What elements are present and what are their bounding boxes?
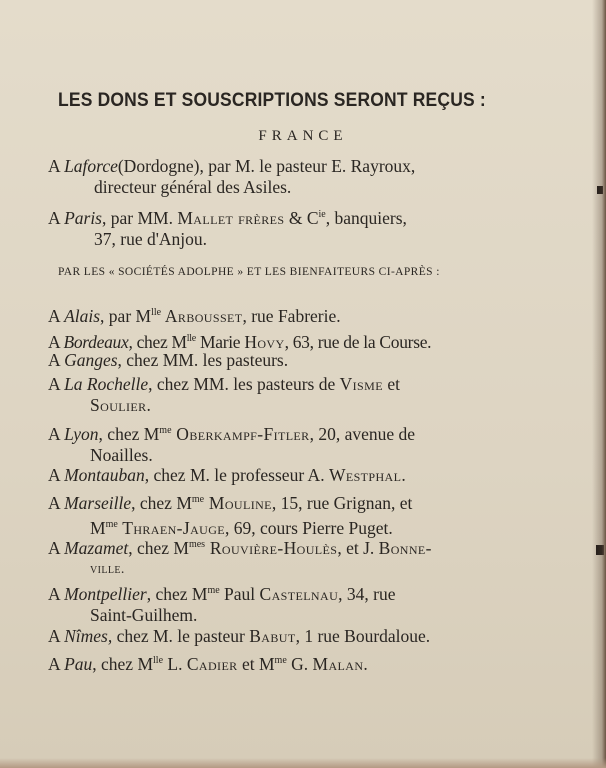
entry-continuation: Noailles. xyxy=(90,444,153,465)
entry-text: . xyxy=(401,465,406,485)
entry-text: , 63, rue de la Course. xyxy=(284,331,432,352)
entry-text: , chez M. le professeur A. xyxy=(144,465,329,485)
person-name: Bonne- xyxy=(378,537,432,558)
entry-text: , 20, avenue de xyxy=(309,423,416,444)
entry-text: , chez M xyxy=(146,583,208,604)
person-name: Babut xyxy=(249,626,296,646)
person-name: Thraen-Jauge xyxy=(117,517,226,538)
country-heading: FRANCE xyxy=(258,128,348,144)
superscript: lle xyxy=(186,333,196,344)
entry-text: , 34, rue xyxy=(338,583,396,604)
city-name: Montauban xyxy=(64,465,145,485)
entry-text: , chez M xyxy=(98,423,160,444)
entry-lyon xyxy=(48,420,518,466)
entry-ganges xyxy=(48,350,518,371)
entry-pau xyxy=(48,650,518,675)
entry-prefix: A xyxy=(48,653,65,674)
entry-montauban xyxy=(48,465,518,486)
city-name: Bordeaux, xyxy=(63,331,133,352)
entry-text: et xyxy=(382,374,400,394)
entry-text: , 15, rue Grignan, et xyxy=(271,492,413,513)
person-name: Hovy xyxy=(244,331,285,352)
person-name: Westphal xyxy=(328,465,402,485)
city-name: Mazamet xyxy=(64,537,129,558)
entry-text: , par MM. xyxy=(102,207,178,228)
entry-continuation: directeur général des Asiles. xyxy=(94,177,292,197)
superscript: me xyxy=(207,585,220,596)
entry-text: , chez M xyxy=(128,537,189,558)
superscript: lle xyxy=(151,307,162,318)
entry-continuation: 37, rue d'Anjou. xyxy=(94,228,207,249)
person-name: Visme xyxy=(339,374,383,394)
person-name: Mallet frères xyxy=(177,207,285,228)
entry-mazamet xyxy=(48,534,518,580)
entry-prefix: A xyxy=(48,626,65,646)
superscript: lle xyxy=(153,655,164,666)
entry-prefix: A xyxy=(48,350,65,370)
entry-prefix: A xyxy=(48,374,65,394)
person-name: Mouline xyxy=(204,492,272,513)
person-name: Rouvière-Houlès xyxy=(205,537,338,558)
entry-prefix: A xyxy=(48,423,65,444)
superscript: me xyxy=(159,425,172,436)
superscript: ie xyxy=(318,209,326,220)
person-name: Oberkampf-Fitler xyxy=(171,423,310,444)
superscript: me xyxy=(274,655,287,666)
entry-prefix: A xyxy=(48,583,65,604)
page-heading: LES DONS ET SOUSCRIPTIONS SERONT REÇUS : xyxy=(58,90,486,111)
entry-continuation: Saint-Guilhem. xyxy=(90,604,198,625)
entry-prefix: A xyxy=(48,156,65,176)
entry-text: , chez M xyxy=(131,492,192,513)
city-name: Laforce xyxy=(64,156,118,176)
entry-montpellier xyxy=(48,580,518,626)
entry-text: , 69, cours Pierre Puget. xyxy=(225,517,393,538)
city-name: Lyon xyxy=(64,423,99,444)
entry-text: , chez MM. les pasteurs de xyxy=(148,374,340,394)
person-name: Cadier xyxy=(186,653,238,674)
page-right-edge xyxy=(592,0,606,768)
entry-laforce xyxy=(48,156,518,198)
entry-prefix: A xyxy=(48,465,65,485)
entry-text: , banquiers, xyxy=(325,207,407,228)
entry-text: & C xyxy=(284,207,319,228)
city-name: Marseille xyxy=(64,492,132,513)
entry-text: Paul xyxy=(219,583,260,604)
entry-alais xyxy=(48,302,518,327)
intro-line: PAR LES « SOCIÉTÉS ADOLPHE » ET LES BIENFAITEURS CI-APRÈS : xyxy=(58,266,440,278)
city-name: Montpellier xyxy=(64,583,147,604)
entry-text: chez M xyxy=(132,331,187,352)
entry-prefix: A xyxy=(48,537,65,558)
superscript: mes xyxy=(188,539,206,550)
entry-text: Marie xyxy=(195,331,245,352)
page-bottom-edge xyxy=(0,758,606,768)
entry-prefix: A xyxy=(48,305,65,326)
person-name: Castelnau xyxy=(259,583,339,604)
entry-text: , chez M xyxy=(92,653,154,674)
entry-text: , 1 rue Bourdaloue. xyxy=(295,626,431,646)
person-name: Malan xyxy=(312,653,364,674)
city-name: La Rochelle xyxy=(64,374,149,394)
entry-text: G. xyxy=(286,653,313,674)
entry-prefix: A xyxy=(48,492,65,513)
entry-text: , rue Fabrerie. xyxy=(242,305,341,326)
entry-text: , et J. xyxy=(337,537,379,558)
entry-text: , par M xyxy=(100,305,152,326)
city-name: Nîmes, xyxy=(64,626,113,646)
entry-continuation: ville. xyxy=(90,561,125,577)
person-name: Arbousset xyxy=(161,305,243,326)
city-name: Alais xyxy=(64,305,101,326)
entry-text: L. xyxy=(163,653,187,674)
city-name: Pau xyxy=(64,653,93,674)
entry-prefix: A xyxy=(48,331,64,352)
superscript: me xyxy=(105,518,118,530)
entry-text: M xyxy=(90,517,106,538)
entry-nimes xyxy=(48,626,518,647)
entry-text: et M xyxy=(237,653,275,674)
entry-prefix: A xyxy=(48,207,65,228)
city-name: Paris xyxy=(64,207,102,228)
entry-text: . xyxy=(363,653,368,674)
entry-text: chez M. le pasteur xyxy=(112,626,250,646)
entry-continuation: Soulier. xyxy=(90,395,152,415)
city-name: Ganges xyxy=(64,350,118,370)
superscript: me xyxy=(191,494,205,505)
entry-la-rochelle xyxy=(48,374,518,416)
entry-paris xyxy=(48,204,518,250)
entry-marseille xyxy=(48,489,518,539)
entry-text: (Dordogne), par M. le pasteur E. Rayroux, xyxy=(117,156,416,176)
entry-text: , chez MM. les pasteurs. xyxy=(117,350,289,370)
